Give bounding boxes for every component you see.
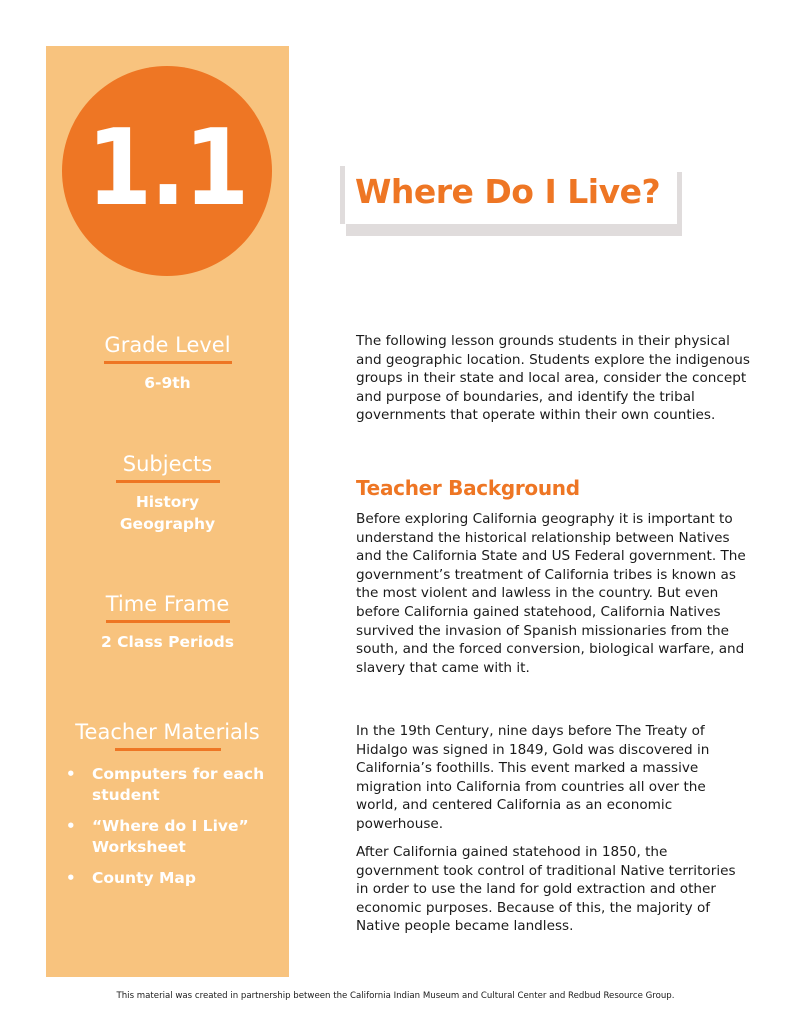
page-title: Where Do I Live? (355, 172, 661, 211)
divider (115, 748, 221, 751)
footer-note: This material was created in partnership between the California Indian Museum and Cultural Center and Redbud Resource Group. (116, 991, 675, 1001)
material-label: Computers for each student (92, 765, 265, 804)
list-item (62, 816, 282, 858)
bullet-icon: • (66, 869, 76, 887)
intro-paragraph: The following lesson grounds students in their physical and geographic location. Students explore the indigenous groups in their state and local area, consider the concept and purpose of boundaries, and identify the tribal governments that operate within their own counties. (356, 333, 750, 424)
material-label: County Map (92, 869, 196, 887)
lesson-number-badge (62, 66, 272, 276)
time-frame-value: 2 Class Periods (101, 633, 234, 651)
teacher-background-heading: Teacher Background (356, 476, 580, 500)
divider (106, 620, 230, 623)
list-item (62, 764, 282, 806)
divider (116, 480, 220, 483)
time-frame-heading: Time Frame (105, 592, 230, 616)
material-label: “Where do I Live” Worksheet (92, 817, 249, 856)
time-frame-section (46, 592, 289, 653)
subjects-heading: Subjects (122, 452, 213, 476)
teacher-materials-section (46, 720, 289, 751)
grade-level-value: 6-9th (144, 374, 191, 392)
list-item (62, 868, 282, 889)
teacher-materials-list (62, 764, 282, 899)
divider (104, 361, 232, 364)
subject-item: Geography (119, 515, 216, 533)
background-paragraph: Before exploring California geography it is important to understand the historical relationship between Natives and the California State and US Federal government. The government’s treatment of California tribes is known as the most violent and lawless in the country. But even before California gained statehood, California Natives survived the invasion of Spanish missionaries from the south, and the forced conversion, biological warfare, and slavery that came with it. (356, 511, 746, 676)
grade-level-heading: Grade Level (104, 333, 231, 357)
lesson-number: 1.1 (86, 106, 248, 230)
bullet-icon: • (66, 817, 76, 835)
teacher-materials-heading: Teacher Materials (75, 720, 260, 744)
subject-item: History (135, 493, 200, 511)
grade-level-section (46, 333, 289, 394)
bullet-icon: • (66, 765, 76, 783)
background-paragraph: After California gained statehood in 1850, the government took control of traditional Native territories in order to use the land for gold extraction and other economic purposes. Because of this, the majority of Native people became landless. (356, 844, 736, 935)
subjects-section (46, 452, 289, 535)
background-paragraph: In the 19th Century, nine days before The Treaty of Hidalgo was signed in 1849, Gold was discovered in California’s foothills. This event marked a massive migration into California from countries all over the world, and centered California as an economic powerhouse. (356, 723, 710, 832)
